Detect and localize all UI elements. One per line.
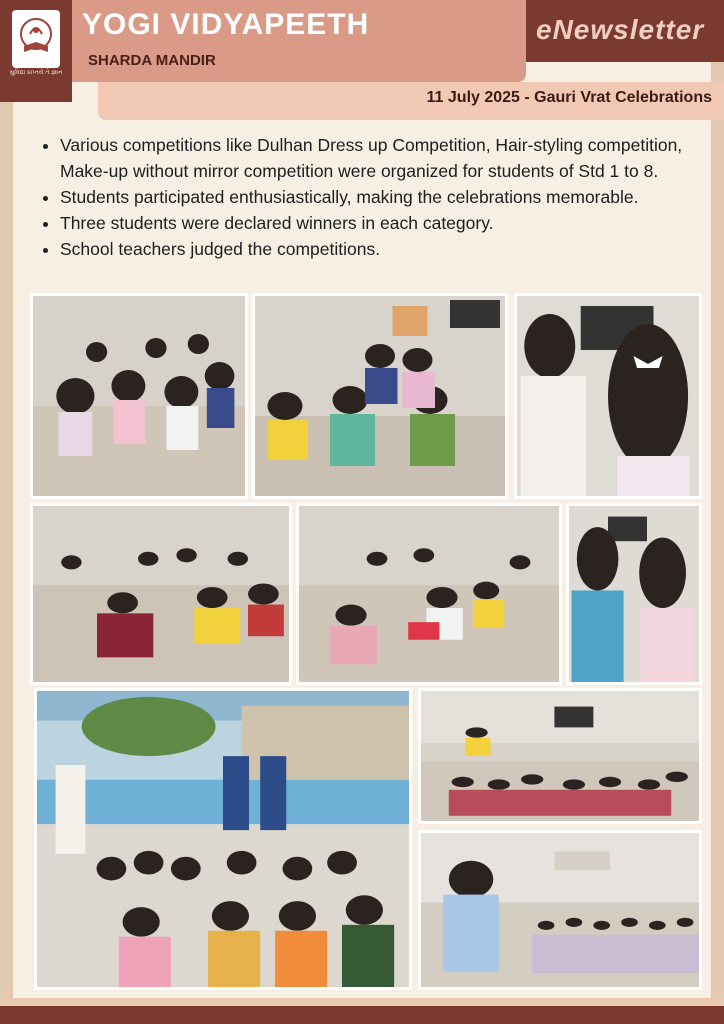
photo-hair-accessory xyxy=(514,293,702,499)
school-logo xyxy=(12,10,60,68)
bullet-item: • School teachers judged the competitions. xyxy=(60,236,724,262)
photo-hairstyle-closeup xyxy=(566,503,702,685)
newsletter-label: eNewsletter xyxy=(536,14,705,45)
footer-band-light xyxy=(0,998,724,1006)
photo-stage-audience xyxy=(418,688,702,824)
bullet-item: • Students participated enthusiastically, making the celebrations memorable. xyxy=(60,184,724,210)
logo-tagline: સુવિદ્યા પ્રાપ્તયે તે જ્ઞાન xyxy=(9,70,63,76)
school-subtitle: SHARDA MANDIR xyxy=(88,52,216,69)
left-border-strip xyxy=(0,0,13,1024)
footer-band xyxy=(0,1006,724,1024)
bullet-item: • Various competitions like Dulhan Dress up Competition, Hair-styling competition, Make-up without mirror competition were organized for students of Std 1 to 8. xyxy=(60,132,724,184)
event-headline: 11 July 2025 - Gauri Vrat Celebrations xyxy=(426,89,712,106)
school-name: YOGI VIDYAPEETH xyxy=(82,8,370,41)
photo-makeup-hall-2 xyxy=(296,503,562,685)
photo-student-speaking xyxy=(418,830,702,990)
event-bullet-list xyxy=(36,132,724,262)
logo-panel xyxy=(0,0,72,102)
photo-hairstyling-group xyxy=(30,293,248,499)
photo-makeup-hall-1 xyxy=(30,503,292,685)
photo-dulhan-dress-up xyxy=(252,293,508,499)
bullet-item: • Three students were declared winners in each category. xyxy=(60,210,724,236)
photo-group-dressed-students xyxy=(34,688,412,990)
